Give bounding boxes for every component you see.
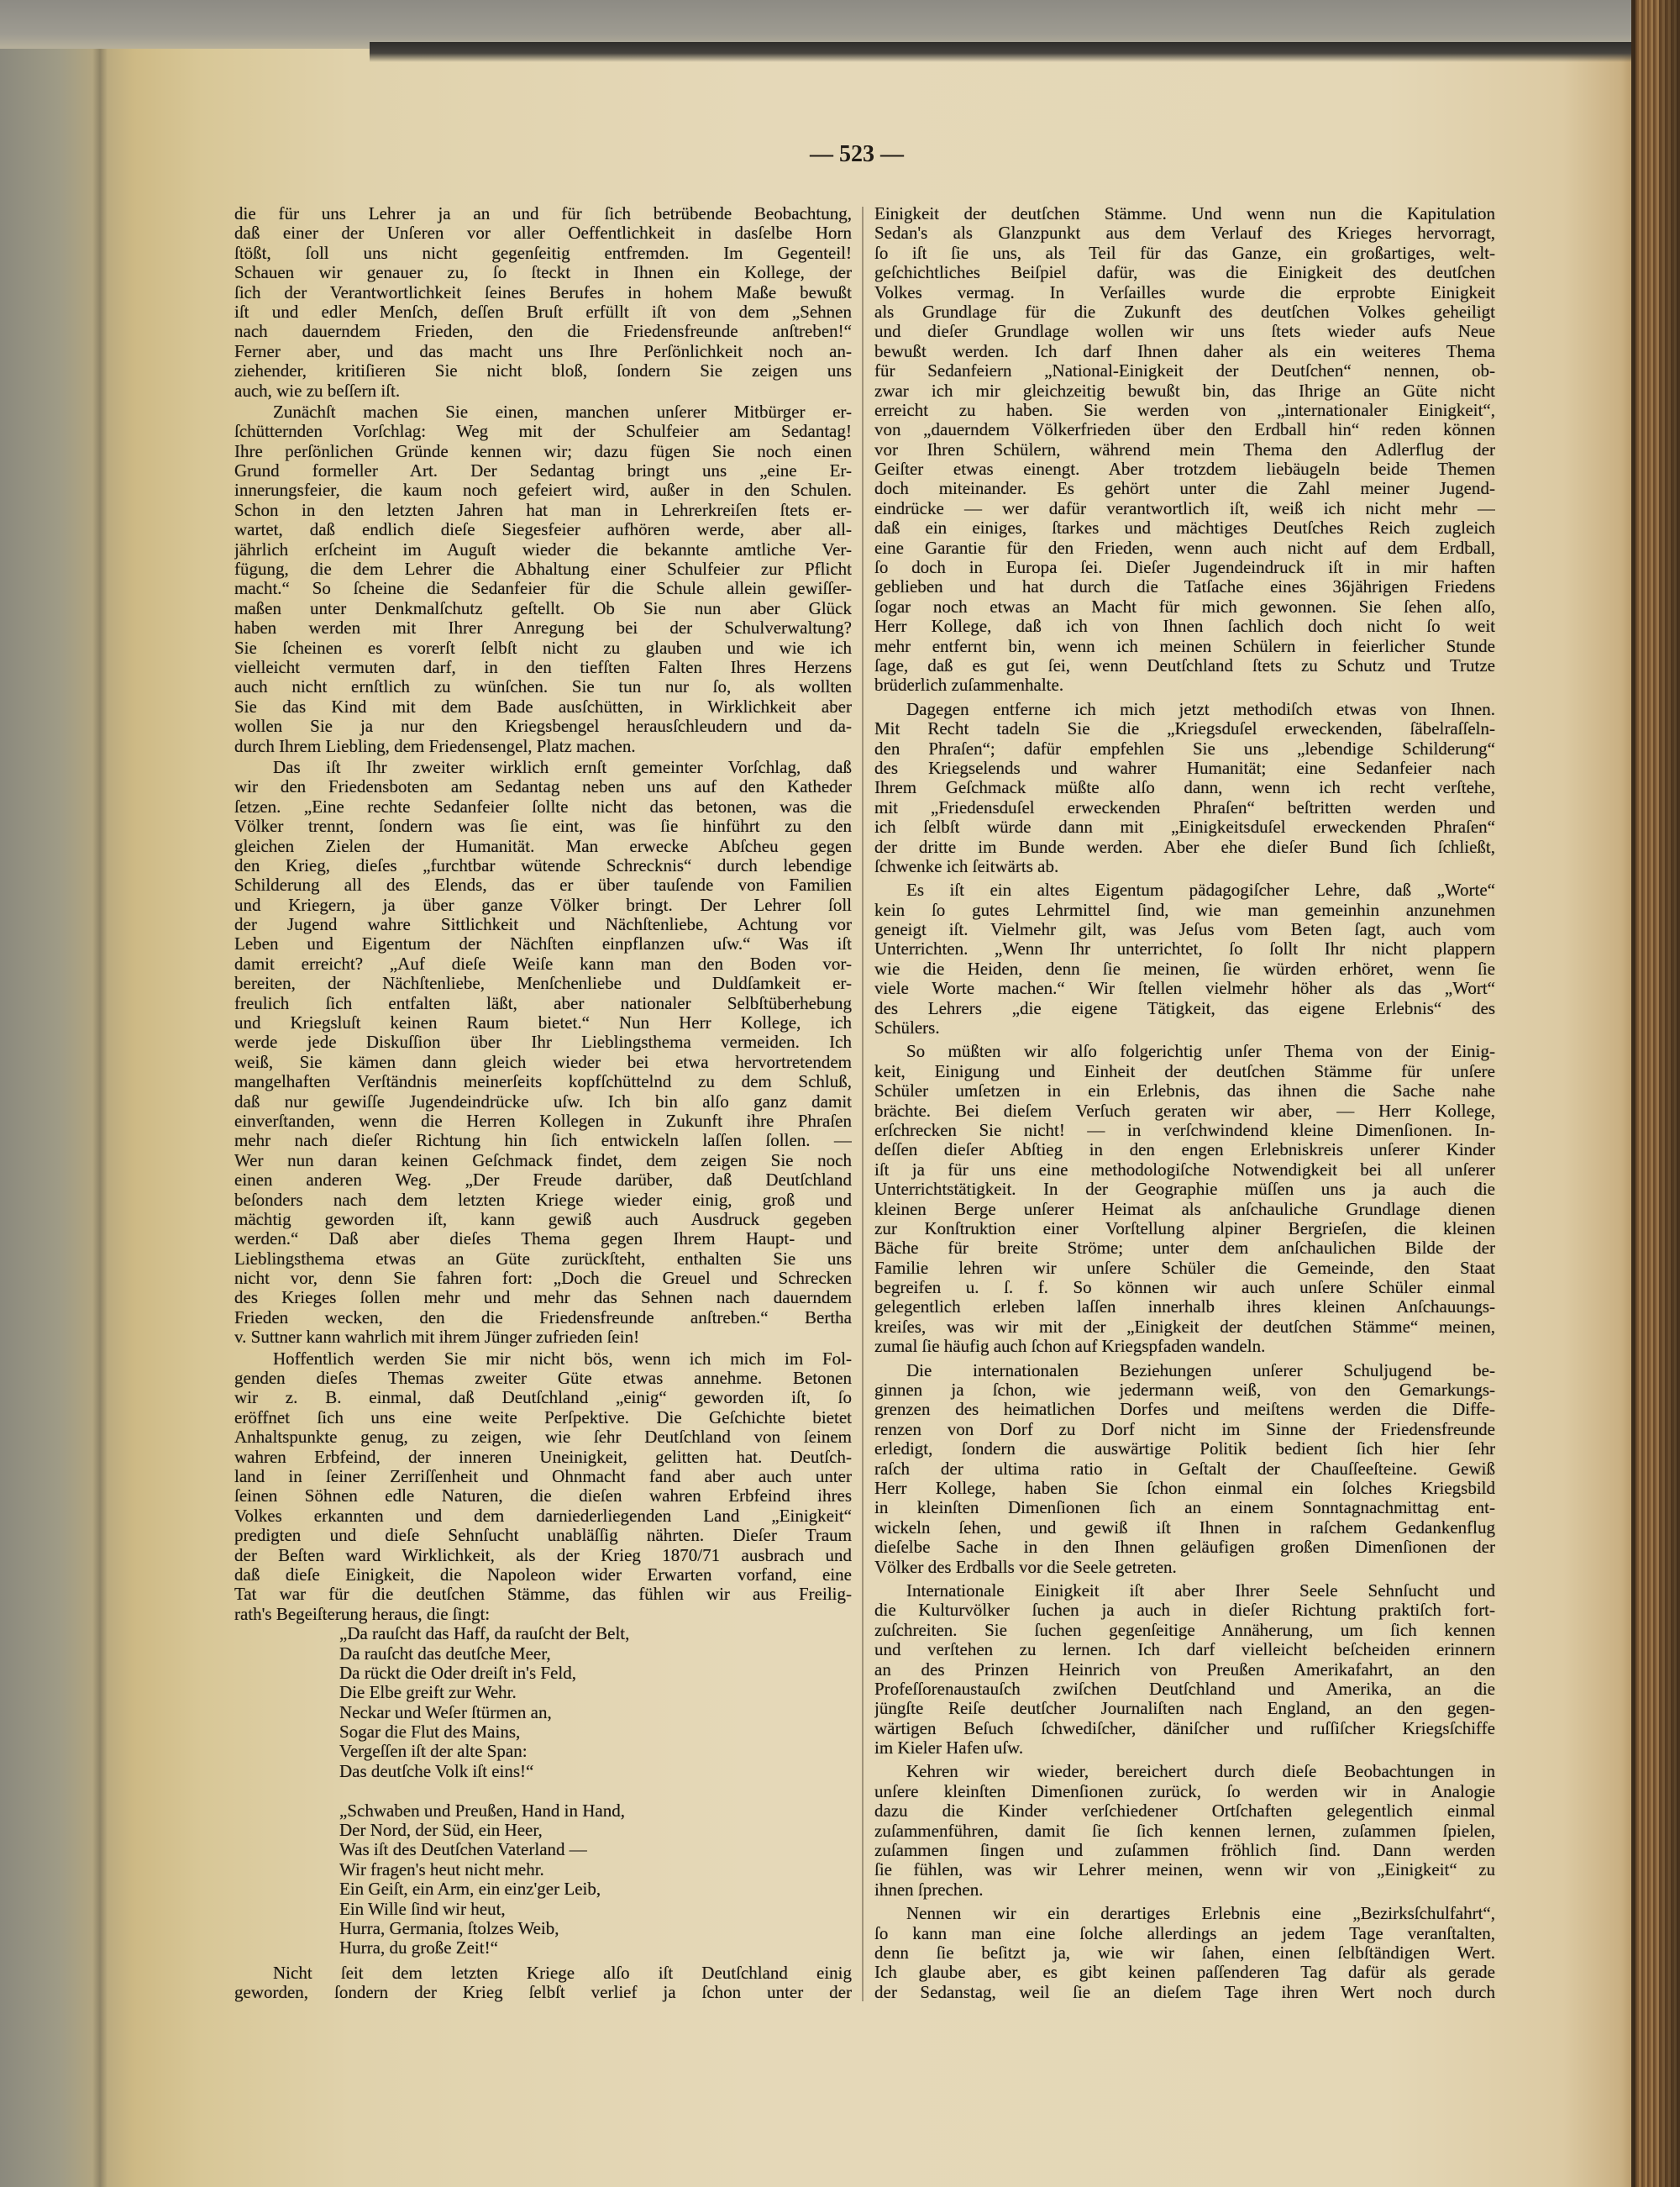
verse-line: Die Elbe greift zur Wehr. <box>339 1683 517 1703</box>
text-line: ſchwenke ich ſeitwärts ab. <box>874 856 1059 876</box>
text-line: haben werden mit Ihrer Anregung bei der Schulverwaltung? <box>234 618 852 639</box>
text-line: fügung, die dem Lehrer die Abhaltung einer Schulfeier zur Pflicht <box>234 560 852 580</box>
verse-line: Sogar die Flut des Mains, <box>339 1722 521 1743</box>
text-line: Profeſſorenaustauſch zwiſchen Deutſchland und Amerika, an die <box>874 1679 1495 1699</box>
text-line: iſt und edler Menſch, deſſen Bruſt erfüllt iſt von dem „Sehnen <box>234 302 852 322</box>
text-line: Geiſter etwas einengt. Aber trotzdem liebäugeln beide Themen <box>874 460 1495 480</box>
text-line: keit, Einigung und Einheit der deutſchen Stämme für unſere <box>874 1061 1495 1081</box>
text-line: eröffnet ſich uns eine weite Perſpektive. Die Geſchichte bietet <box>234 1407 852 1427</box>
text-line: auch, wie zu beſſern iſt. <box>234 381 401 401</box>
text-line: die Kulturvölker ſuchen ja auch in dieſer Richtung praktiſch fort- <box>874 1601 1495 1621</box>
text-line: geworden, ſondern der Krieg ſelbſt verlief ja ſchon unter der <box>234 1983 852 2003</box>
text-line: Lieblingsthema etwas an Güte zurückſteht, enthalten Sie uns <box>234 1249 852 1269</box>
text-line: Frieden wecken, den die Friedensfreunde anſtreben.“ Bertha <box>234 1307 852 1327</box>
text-line: zur Konſtruktion einer Vorſtellung alpiner Bergrieſen, die kleinen <box>874 1218 1495 1238</box>
page-number: — 523 — <box>810 141 904 167</box>
text-line: Schüler umſetzen in ein Erlebnis, das ihnen die Sache nahe <box>874 1081 1495 1101</box>
text-line: Hoffentlich werden Sie mir nicht bös, wenn ich mich im Fol- <box>273 1348 852 1369</box>
text-line: Ihre perſönlichen Gründe kennen wir; dazu fügen Sie noch einen <box>234 441 852 461</box>
text-line: Kehren wir wieder, bereichert durch dieſe Beobachtungen in <box>906 1762 1495 1782</box>
text-line: beſonders nach dem letzten Kriege wieder einig, groß und <box>234 1190 852 1210</box>
text-line: land in ſeiner Zerriſſenheit und Ohnmacht fand aber auch unter <box>234 1467 852 1486</box>
text-line: damit erreicht? „Auf dieſe Weiſe kann man den Boden vor- <box>234 954 852 974</box>
text-line: ginnen ja ſchon, wie jedermann weiß, von den Gemarkungs- <box>874 1380 1495 1401</box>
verse-line: Da rückt die Oder dreiſt in's Feld, <box>339 1663 576 1683</box>
text-line: eine Garantie für den Frieden, wenn auch nicht auf dem Erdball, <box>874 538 1495 558</box>
text-line: deſſen dieſer Abſtieg in den engen Erlebniskreis unſerer Kinder <box>874 1140 1495 1160</box>
text-line: Einigkeit der deutſchen Stämme. Und wenn nun die Kapitulation <box>874 204 1495 223</box>
text-line: So müßten wir alſo folgerichtig unſer Thema von der Einig- <box>906 1042 1495 1062</box>
text-line: für Sedanfeiern „National-Einigkeit der Deutſchen“ nennen, ob- <box>874 361 1495 381</box>
text-line: innerungsfeier, die kaum noch gefeiert wird, außer in den Schulen. <box>234 481 852 501</box>
text-line: grenzen des heimatlichen Dorfes und meiſtens werden die Diffe- <box>874 1400 1495 1420</box>
text-line: iſt ja für uns eine methodologiſche Notwendigkeit bei all unſerer <box>874 1159 1495 1180</box>
verse-line: Da rauſcht das deutſche Meer, <box>339 1643 551 1664</box>
text-line: nach dauerndem Frieden, den die Friedensfreunde anſtreben!“ <box>234 322 852 342</box>
column-rule <box>862 207 864 2001</box>
verse-line: Hurra, du große Zeit!“ <box>339 1938 498 1958</box>
paragraph <box>874 204 1495 696</box>
text-line: Herr Kollege, daß ich von Ihnen ſachlich doch nicht ſo weit <box>874 617 1495 637</box>
text-line: Bäche für breite Ströme; unter dem anſchaulichen Bilde der <box>874 1238 1495 1259</box>
text-line: kein ſo gutes Lehrmittel ſind, wie man gemeinhin anzunehmen <box>874 900 1495 920</box>
binding-gutter-shadow <box>92 0 108 2187</box>
text-line: des Kriegselends und wahrer Humanität; eine Sedanfeier nach <box>874 758 1495 778</box>
text-line: renzen von Dorf zu Dorf nicht im Sinne der Friedensfreunde <box>874 1419 1495 1439</box>
text-line: vor Ihren Schülern, während mein Thema den Adlerflug der <box>874 439 1495 460</box>
text-line: Die internationalen Beziehungen unſerer Schuljugend be- <box>906 1360 1495 1380</box>
text-line: zuſchreiten. Sie ſuchen gegenſeitige Annäherung, um ſich kennen <box>874 1620 1495 1640</box>
text-line: jüngſte Reiſe deutſcher Journaliſten nach England, an den gegen- <box>874 1699 1495 1719</box>
text-line: von „dauerndem Völkerfrieden über den Erdball hin“ reden können <box>874 420 1495 440</box>
text-line: ſo doch in Europa ſei. Dieſer Jugendeindruck iſt in mir haften <box>874 558 1495 578</box>
text-line: Dagegen entferne ich mich jetzt methodiſch etwas von Ihnen. <box>906 699 1495 719</box>
text-line: ſage, daß es gut ſei, wenn Deutſchland ſtets zu Schutz und Trutze <box>874 655 1495 676</box>
text-line: maßen unter Denkmalſchutz geſtellt. Ob Sie nun aber Glück <box>234 598 852 618</box>
text-line: kreiſes, was wir mit der „Einigkeit der deutſchen Stämme“ meinen, <box>874 1317 1495 1337</box>
text-line: und verſtehen zu lernen. Ich darf vielleicht beſcheiden erinnern <box>874 1640 1495 1660</box>
text-line: der Sedanstag, weil ſie an dieſem Tage ihren Wert noch durch <box>874 1982 1495 2002</box>
text-line: dazu die Kinder verſchiedener Ortſchaften gelegentlich einmal <box>874 1801 1495 1822</box>
text-line: geneigt iſt. Vielmehr gilt, was Jeſus vom Beten ſagt, auch vom <box>874 920 1495 940</box>
text-line: mit „Friedensduſel erweckenden Phraſen“ beſtritten werden und <box>874 797 1495 817</box>
text-line: wickeln ſehen, und gewiß iſt Ihnen in raſchem Gedankenflug <box>874 1517 1495 1538</box>
text-line: an des Prinzen Heinrich von Preußen Amerikafahrt, an den <box>874 1659 1495 1680</box>
text-line: Leben und Eigentum der Nächſten einpflanzen uſw.“ Was iſt <box>234 934 852 954</box>
book-fore-edge-shade <box>1659 0 1680 2187</box>
poem-stanza <box>234 1801 852 1958</box>
text-line: und dieſer Grundlage wollen wir uns ſtets wieder aufs Neue <box>874 322 1495 342</box>
text-line: im Kieler Hafen uſw. <box>874 1738 1024 1759</box>
paragraph <box>874 1581 1495 1759</box>
text-line: mangelhaften Verſtändnis meinerſeits kopfſchüttelnd zu dem Schluß, <box>234 1072 852 1092</box>
text-line: auch nicht ernſtlich zu wünſchen. Sie tun nur ſo, als wollten <box>234 677 852 697</box>
paragraph <box>874 881 1495 1038</box>
paragraph <box>234 1349 852 1624</box>
paragraph <box>874 1904 1495 2002</box>
text-line: Volkes vermag. In Verſailles wurde die erprobte Einigkeit <box>874 282 1495 302</box>
text-line: werde jede Diskuſſion über Ihr Lieblingsthema vermeiden. Ich <box>234 1033 852 1053</box>
text-line: ſchütternden Vorſchlag: Weg mit der Schulfeier am Sedantag! <box>234 422 852 442</box>
text-line: zumal ſie häufig auch ſchon auf Kriegspfaden wandeln. <box>874 1337 1266 1357</box>
verse-line: Wir fragen's heut nicht mehr. <box>339 1859 544 1879</box>
text-line: Ich glaube aber, es gibt keinen paſſenderen Tag dafür als gerade <box>874 1963 1495 1983</box>
text-line: Schon in den letzten Jahren hat man in Lehrerkreiſen ſtets er- <box>234 500 852 520</box>
text-line: wir z. B. einmal, daß Deutſchland „einig“ geworden iſt, ſo <box>234 1388 852 1408</box>
paragraph <box>234 204 852 401</box>
text-line: den Phraſen“; dafür empfehlen Sie uns „lebendige Schilderung“ <box>874 739 1495 759</box>
text-line: Herr Kollege, haben Sie ſchon einmal ein ſolches Kriegsbild <box>874 1479 1495 1498</box>
text-line: Nennen wir ein derartiges Erlebnis eine „Bezirksſchulfahrt“, <box>906 1904 1495 1924</box>
text-line: Ihrem Geſchmack müßte alſo dann, wenn ich recht verſtehe, <box>874 778 1495 798</box>
verse-line: „Da rauſcht das Haff, da rauſcht der Belt, <box>339 1624 630 1644</box>
text-line: Sedan's als Glanzpunkt aus dem Verlauf des Krieges hervorragt, <box>874 223 1495 244</box>
text-line: des Krieges ſollen mehr und mehr das Sehnen nach dauerndem <box>234 1288 852 1308</box>
text-line: Wer nun daran keinen Geſchmack findet, dem zeigen Sie noch <box>234 1150 852 1170</box>
text-line: Völker des Erdballs vor die Seele getreten. <box>874 1557 1177 1577</box>
verse-line: „Schwaben und Preußen, Hand in Hand, <box>339 1801 625 1821</box>
text-line: der Jugend wahre Sittlichkeit und Nächſtenliebe, Achtung vor <box>234 915 852 935</box>
text-line: Das iſt Ihr zweiter wirklich ernſt gemeinter Vorſchlag, daß <box>273 757 852 777</box>
text-line: wollen Sie ja nur den Kriegsbengel herausſchleudern und da- <box>234 717 852 737</box>
text-line: erledigt, ſondern die auswärtige Politik bedient ſich hier ſehr <box>874 1439 1495 1459</box>
text-line: brächte. Bei dieſem Verſuch geraten wir aber, — Herr Kollege, <box>874 1101 1495 1121</box>
text-line: wärtigen Beſuch ſchwediſcher, däniſcher und ruſſiſcher Kriegsſchiffe <box>874 1718 1495 1738</box>
text-line: ziehender, kritiſieren Sie nicht bloß, ſondern Sie zeigen uns <box>234 361 852 381</box>
verse-line: Was iſt des Deutſchen Vaterland — <box>339 1840 587 1860</box>
text-line: und Kriegern, ja über ganze Völker bringt. Der Lehrer ſoll <box>234 895 852 915</box>
text-line: Familie lehren wir unſere Schüler die Gemeinde, den Staat <box>874 1258 1495 1278</box>
text-line: ſeinen Söhnen edle Naturen, die dieſen wahren Erbfeind ihres <box>234 1486 852 1506</box>
text-line: durch Ihrem Liebling, dem Friedensengel, Platz machen. <box>234 736 636 756</box>
text-line: daß dieſe Einigkeit, die Napoleon wider Erwarten vorfand, eine <box>234 1564 852 1585</box>
verse-line: Das deutſche Volk iſt eins!“ <box>339 1761 534 1781</box>
paragraph <box>234 1964 852 2003</box>
text-line: einen anderen Weg. „Der Freude darüber, daß Deutſchland <box>234 1170 852 1191</box>
text-line: Sie das Kind mit dem Bade ausſchütten, in Wirklichkeit aber <box>234 697 852 717</box>
verse-line: Vergeſſen iſt der alte Span: <box>339 1742 528 1762</box>
text-line: daß ein einiges, ſtarkes und mächtiges Deutſches Reich zugleich <box>874 518 1495 539</box>
text-line: Zunächſt machen Sie einen, manchen unſerer Mitbürger er- <box>273 402 852 422</box>
text-line: begreifen u. ſ. f. So können wir auch unſere Schüler einmal <box>874 1278 1495 1298</box>
text-line: kleinen Berge unſerer Heimat als anſchauliche Grundlage dienen <box>874 1199 1495 1219</box>
text-line: Völker trennt, ſondern was ſie eint, was ſie hinführt zu den <box>234 817 852 837</box>
text-line: ſo iſt ſie uns, als Teil für das Ganze, ein großartiges, welt- <box>874 243 1495 263</box>
text-line: mächtig geworden iſt, kann gewiß auch Ausdruck gegeben <box>234 1209 852 1229</box>
text-line: bewußt werden. Ich darf Ihnen daher als ein weiteres Thema <box>874 341 1495 361</box>
text-line: v. Suttner kann wahrlich mit ihrem Jünger zufrieden ſein! <box>234 1327 640 1348</box>
text-line: Es iſt ein altes Eigentum pädagogiſcher Lehre, daß „Worte“ <box>906 881 1495 901</box>
text-line: zwar ich mir gleichzeitig bewußt bin, das Ihrige an Güte nicht <box>874 381 1495 401</box>
text-line: Sie ſcheinen es vorerſt ſelbſt nicht zu glauben und wie ich <box>234 638 852 658</box>
paragraph <box>874 700 1495 877</box>
text-line: werden.“ Daß aber dieſes Thema gegen Ihrem Haupt- und <box>234 1229 852 1249</box>
text-line: die für uns Lehrer ja an und für ſich betrübende Beobachtung, <box>234 204 852 223</box>
text-line: der dritte im Bunde werden. Aber ehe dieſer Bund ſich ſchließt, <box>874 837 1495 857</box>
text-line: dieſelbe Sache in den Ihnen geläufigen großen Dimenſionen der <box>874 1538 1495 1558</box>
text-line: Volkes erkannten und dem darniederliegenden Land „Einigkeit“ <box>234 1506 852 1526</box>
text-line: doch miteinander. Es gehört unter die Zahl meiner Jugend- <box>874 479 1495 499</box>
verse-line: Hurra, Germania, ſtolzes Weib, <box>339 1918 559 1938</box>
text-line: Schülers. <box>874 1018 940 1038</box>
text-line: weiß, Sie kämen dann gleich wieder bei etwa hervortretendem <box>234 1052 852 1072</box>
text-line: der Beſten ward Wirklichkeit, als der Krieg 1870/71 ausbrach und <box>234 1545 852 1565</box>
text-line: geblieben und hat durch die Tatſache eines 36jährigen Friedens <box>874 577 1495 597</box>
text-line: wir den Friedensboten am Sedantag neben uns auf den Katheder <box>234 777 852 797</box>
text-line: denn ſie beſitzt ja, wie wir ſahen, einen ſelbſtändigen Wert. <box>874 1943 1495 1963</box>
text-line: daß nur gewiſſe Jugendeindrücke uſw. Ich bin alſo ganz damit <box>234 1091 852 1112</box>
text-line: mehr entfernt bin, wenn ich meinen Schülern in feierlicher Stunde <box>874 636 1495 656</box>
verse-line: Neckar und Weſer ſtürmen an, <box>339 1702 552 1722</box>
text-line: rath's Begeiſterung heraus, die ſingt: <box>234 1604 491 1624</box>
text-line: wartet, daß endlich dieſe Siegesfeier aufhören werde, aber all- <box>234 520 852 540</box>
text-line: Unterrichtstätigkeit. In der Geographie müſſen uns ja auch die <box>874 1180 1495 1200</box>
text-line: wie die Heiden, denn ſie meinen, ſie würden erhöret, wenn ſie <box>874 959 1495 979</box>
text-line: als Grundlage für die Zukunft des deutſchen Volkes geheiligt <box>874 302 1495 322</box>
right-column <box>874 204 1495 2002</box>
text-line: zuſammenführen, damit ſie ſich kennen lernen, zuſammen ſpielen, <box>874 1821 1495 1841</box>
text-line: brüderlich zuſammenhalte. <box>874 676 1064 696</box>
text-line: zuſammen ſingen und zuſammen fröhlich ſind. Dann werden <box>874 1841 1495 1861</box>
text-line: daß einer der Unſeren vor aller Oeffentlichkeit in dasſelbe Horn <box>234 223 852 244</box>
text-line: nicht vor, denn Sie fahren fort: „Doch die Greuel und Schrecken <box>234 1269 852 1289</box>
text-line: erreicht zu haben. Sie werden von „internationaler Einigkeit“, <box>874 400 1495 420</box>
text-line: gelegentlich erleben laſſen innerhalb ihres kleinen Anſchauungs- <box>874 1297 1495 1317</box>
text-line: Anhaltspunkte genug, zu zeigen, wie ſehr Deutſchland von ſeinem <box>234 1427 852 1448</box>
paragraph <box>234 402 852 756</box>
paragraph <box>234 758 852 1348</box>
paragraph <box>874 1042 1495 1356</box>
text-line: predigten und dieſe Sehnſucht unabläſſig nährten. Dieſer Traum <box>234 1526 852 1546</box>
text-line: jährlich erſcheint im Auguſt wieder die bekannte amtliche Ver- <box>234 539 852 560</box>
text-line: Internationale Einigkeit iſt aber Ihrer Seele Sehnſucht und <box>906 1580 1495 1601</box>
text-line: Nicht ſeit dem letzten Kriege alſo iſt Deutſchland einig <box>273 1963 852 1983</box>
book-top-edge <box>370 42 1631 62</box>
text-line: Unterrichten. „Wenn Ihr unterrichtet, ſo ſollt Ihr nicht plappern <box>874 939 1495 959</box>
poem-stanza <box>234 1624 852 1781</box>
text-line: Tat war für die deutſchen Stämme, das fühlen wir aus Freilig- <box>234 1585 852 1605</box>
text-line: Mit Recht tadeln Sie die „Kriegsduſel erweckenden, ſäbelraſſeln- <box>874 719 1495 739</box>
text-line: den Krieg, dieſes „furchtbar wütende Schrecknis“ durch lebendige <box>234 855 852 875</box>
text-line: Ferner aber, und das macht uns Ihre Perſönlichkeit noch an- <box>234 341 852 361</box>
text-line: ſogar noch etwas an Macht für mich gewonnen. Sie ſehen alſo, <box>874 597 1495 617</box>
paragraph <box>874 1361 1495 1577</box>
text-line: wahren Erbfeind, der inneren Uneinigkeit, gelitten hat. Deutſch- <box>234 1447 852 1467</box>
left-column <box>234 204 852 2003</box>
text-line: in kleinſten Dimenſionen ſich an einem Sonntagnachmittag ent- <box>874 1498 1495 1518</box>
text-line: ſich der Verantwortlichkeit ſeines Berufes in hohem Maße bewußt <box>234 282 852 302</box>
verse-line: Ein Geiſt, ein Arm, ein einz'ger Leib, <box>339 1879 601 1900</box>
text-line: vielleicht vermuten darf, in den tiefſten Falten Ihres Herzens <box>234 657 852 677</box>
text-line: ihnen ſprechen. <box>874 1879 984 1900</box>
text-line: macht.“ So ſcheine die Sedanfeier für die Schule allein gewiſſer- <box>234 579 852 599</box>
text-line: viele Worte machen.“ Wir ſtellen vielmehr höher als das „Wort“ <box>874 979 1495 999</box>
text-line: ich ſelbſt würde dann mit „Einigkeitsduſel erweckenden Phraſen“ <box>874 817 1495 838</box>
text-line: ſtößt, ſoll uns nicht gegenſeitig entfremden. Im Gegenteil! <box>234 243 852 263</box>
text-line: mehr nach dieſer Richtung hin ſich entwickeln laſſen ſollen. — <box>234 1131 852 1151</box>
text-line: ſetzen. „Eine rechte Sedanfeier ſollte nicht das betonen, was die <box>234 796 852 817</box>
text-line: und Kriegsluſt keinen Raum bietet.“ Nun Herr Kollege, ich <box>234 1013 852 1033</box>
text-line: Grund formeller Art. Der Sedantag bringt uns „eine Er- <box>234 461 852 481</box>
text-line: ſo kann man eine ſolche allerdings an jedem Tage veranſtalten, <box>874 1923 1495 1943</box>
text-line: raſch der ultima ratio in Geſtalt der Chauſſeeſteine. Gewiß <box>874 1459 1495 1479</box>
text-line: Schilderung all des Elends, das er über tauſende von Familien <box>234 875 852 896</box>
text-line: erſchrecken Sie nicht! — in verſchwindend kleine Dimenſionen. In- <box>874 1120 1495 1140</box>
text-line: freulich ſich entfalten läßt, aber nationaler Selbſtüberhebung <box>234 993 852 1013</box>
text-line: gleichen Zielen der Humanität. Man erwecke Abſcheu gegen <box>234 836 852 856</box>
text-line: einverſtanden, wenn die Herren Kollegen in Zukunft ihre Phraſen <box>234 1111 852 1131</box>
text-line: des Lehrers „die eigene Tätigkeit, das eigene Erlebnis“ des <box>874 998 1495 1018</box>
text-line: Schauen wir genauer zu, ſo ſteckt in Ihnen ein Kollege, der <box>234 263 852 283</box>
verse-line: Der Nord, der Süd, ein Heer, <box>339 1821 543 1841</box>
text-line: unſere kleinſten Dimenſionen zurück, ſo werden wir in Analogie <box>874 1781 1495 1801</box>
verse-line: Ein Wille ſind wir heut, <box>339 1899 506 1919</box>
text-line: bereiten, der Nächſtenliebe, Menſchenliebe und Duldſamkeit er- <box>234 974 852 994</box>
text-line: genden dieſes Themas zweiter Güte etwas annehme. Betonen <box>234 1369 852 1389</box>
text-line: geſchichtliches Beiſpiel dafür, was die Einigkeit des deutſchen <box>874 263 1495 283</box>
paragraph <box>874 1762 1495 1900</box>
text-line: eindrücke — wer dafür verantwortlich iſt, weiß ich nicht mehr — <box>874 498 1495 518</box>
text-line: ſie fühlen, was wir Lehrer meinen, wenn wir von „Einigkeit“ zu <box>874 1860 1495 1880</box>
